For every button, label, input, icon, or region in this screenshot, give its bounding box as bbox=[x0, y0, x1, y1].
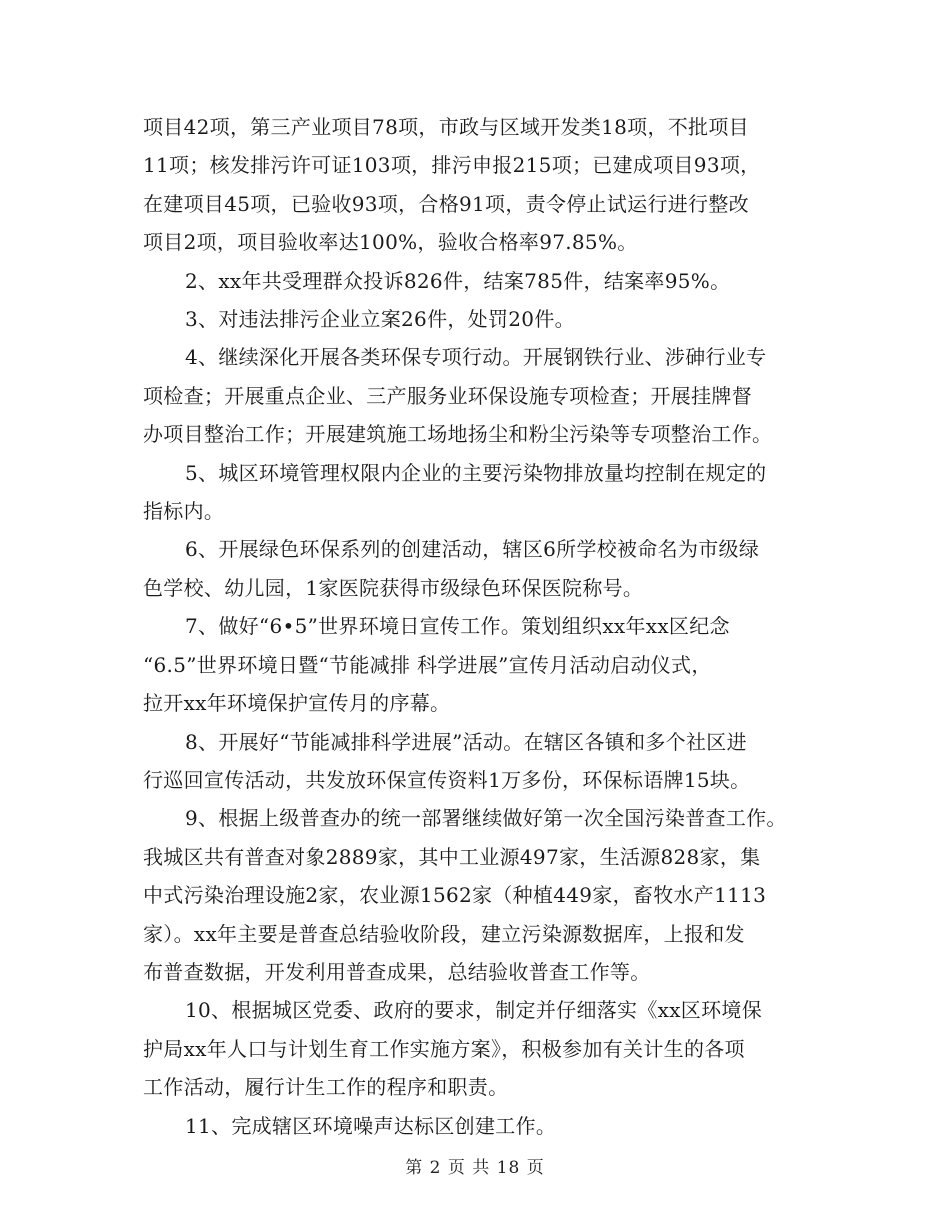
text-line: 布普查数据，开发利用普查成果，总结验收普查工作等。 bbox=[143, 959, 651, 984]
text-line: 7、做好“6•5”世界环境日宣传工作。策划组织xx年xx区纪念 bbox=[185, 614, 730, 639]
paragraph bbox=[143, 454, 823, 531]
paragraph bbox=[143, 262, 823, 300]
text-line: 护局xx年人口与计划生育工作实施方案》，积极参加有关计生的各项 bbox=[143, 1036, 745, 1061]
text-line: 办项目整治工作；开展建筑施工场地扬尘和粉尘污染等专项整治工作。 bbox=[143, 422, 773, 447]
text-line: 9、根据上级普查办的统一部署继续做好第一次全国污染普查工作。 bbox=[185, 806, 787, 831]
text-line: 中式污染治理设施2家，农业源1562家（种植449家，畜牧水产1113 bbox=[143, 883, 767, 908]
text-line: 10、根据城区党委、政府的要求，制定并仔细落实《xx区环境保 bbox=[185, 998, 763, 1023]
text-line: “6.5”世界环境日暨“节能减排 科学进展”宣传月活动启动仪式， bbox=[143, 652, 712, 677]
paragraph bbox=[143, 991, 823, 1106]
page-footer: 第 2 页 共 18 页 bbox=[405, 1158, 545, 1178]
paragraph bbox=[143, 530, 823, 607]
text-line: 项目42项，第三产业项目78项，市政与区域开发类18项，不批项目 bbox=[143, 115, 749, 139]
text-line: 6、开展绿色环保系列的创建活动，辖区6所学校被命名为市级绿 bbox=[185, 537, 760, 562]
paragraph bbox=[143, 723, 823, 800]
paragraph bbox=[143, 1107, 823, 1145]
text-line: 项检查；开展重点企业、三产服务业环保设施专项检查；开展挂牌督 bbox=[143, 383, 752, 408]
text-line: 我城区共有普查对象2889家，其中工业源497家，生活源828家，集 bbox=[143, 844, 761, 869]
text-line: 5、城区环境管理权限内企业的主要污染物排放量均控制在规定的 bbox=[185, 460, 767, 485]
text-line: 11项；核发排污许可证103项，排污申报215项；已建成项目93项， bbox=[143, 153, 761, 178]
text-line: 家）。xx年主要是普查总结验收阶段，建立污染源数据库，上报和发 bbox=[143, 921, 745, 946]
paragraph bbox=[143, 338, 823, 453]
paragraph bbox=[143, 799, 823, 991]
text-line: 项目2项，项目验收率达100%，验收合格率97.85%。 bbox=[143, 230, 638, 255]
text-line: 指标内。 bbox=[143, 499, 225, 524]
text-line: 拉开xx年环境保护宣传月的序幕。 bbox=[143, 691, 451, 716]
text-line: 工作活动，履行计生工作的程序和职责。 bbox=[143, 1075, 509, 1100]
text-line: 2、xx年共受理群众投诉826件，结案785件，结案率95%。 bbox=[185, 268, 731, 293]
text-line: 4、继续深化开展各类环保专项行动。开展钢铁行业、涉砷行业专 bbox=[185, 345, 767, 370]
paragraph bbox=[143, 607, 823, 722]
text-line: 3、对违法排污企业立案26件，处罚20件。 bbox=[185, 307, 575, 332]
text-line: 在建项目45项，已验收93项，合格91项，责令停止试运行进行整改 bbox=[143, 191, 749, 216]
text-line: 11、完成辖区环境噪声达标区创建工作。 bbox=[185, 1113, 557, 1138]
paragraph bbox=[143, 300, 823, 338]
document-body bbox=[143, 108, 823, 1145]
paragraph bbox=[143, 108, 823, 262]
text-line: 色学校、幼儿园，1家医院获得市级绿色环保医院称号。 bbox=[143, 575, 644, 600]
text-line: 8、开展好“节能减排科学进展”活动。在辖区各镇和多个社区进 bbox=[185, 729, 747, 754]
text-line: 行巡回宣传活动，共发放环保宣传资料1万多份，环保标语牌15块。 bbox=[143, 767, 751, 792]
